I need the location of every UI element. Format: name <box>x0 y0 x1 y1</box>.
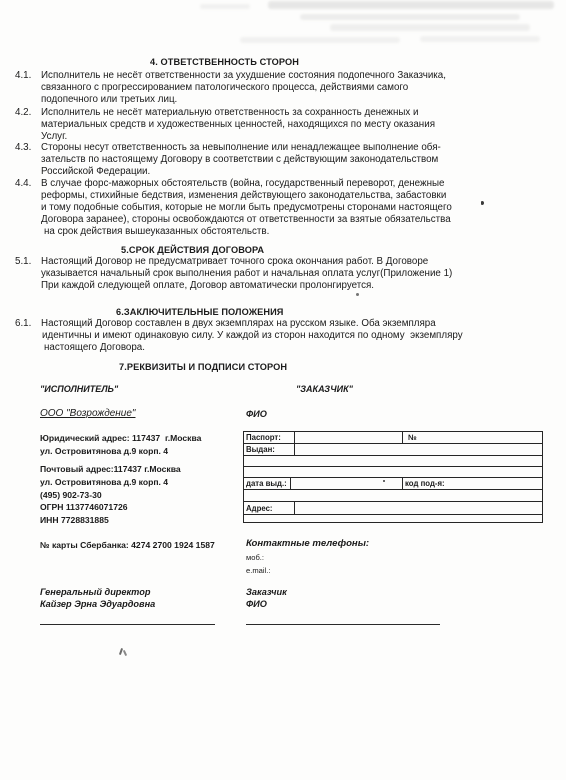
executor-signer-name: Кайзер Эрна Эдуардовна <box>40 599 156 609</box>
scan-bleed <box>240 37 400 43</box>
executor-inn: ИНН 7728831885 <box>40 515 109 525</box>
executor-signature-line <box>40 624 215 625</box>
clause-text-line: связанного с прогрессированием патологического процесса, действиями самого <box>41 82 409 94</box>
clause-number: 4.4. <box>15 177 32 189</box>
executor-postal-address-line: Почтовый адрес:117437 г.Москва <box>40 464 181 474</box>
passport-label: Паспорт: <box>244 432 295 443</box>
customer-name-label: ФИО <box>246 409 267 419</box>
clause-number: 4.2. <box>15 107 32 118</box>
clause-text-line: Стороны несут ответственность за невыполнение или ненадлежащее выполнение обя- <box>41 142 441 153</box>
customer-signature-line <box>246 624 440 625</box>
scan-bleed <box>200 4 250 9</box>
blank-field <box>244 490 542 501</box>
clause-text-line: подопечного или третьих лиц. <box>41 94 178 106</box>
clause-text-line: реформы, стихийные бедствия, изменения действующего законодательства, забастовки <box>41 189 447 201</box>
passport-number-label: № <box>408 433 417 442</box>
address-label: Адрес: <box>244 502 295 514</box>
executor-signer-position: Генеральный директор <box>40 587 151 597</box>
form-row-blank <box>244 490 542 502</box>
passport-series-field <box>295 432 403 443</box>
customer-signer-position: Заказчик <box>246 587 287 597</box>
clause-text-line: зательств по настоящему Договору в соответствии с действующим законодательством <box>41 154 439 166</box>
form-row-issue-date <box>244 478 542 490</box>
clause-text-line: Договора заранее), стороны освобождаются от ответственности за взятые обязательства <box>41 214 451 226</box>
executor-ogrn: ОГРН 1137746071726 <box>40 502 128 512</box>
section-heading-term: 5.СРОК ДЕЙСТВИЯ ДОГОВОРА <box>121 245 265 255</box>
clause-text-line: настоящего Договора. <box>44 342 145 354</box>
executor-company: ООО "Возрождение" <box>40 408 136 419</box>
section-heading-liability: 4. ОТВЕТСТВЕННОСТЬ СТОРОН <box>150 57 299 67</box>
issued-by-label: Выдан: <box>244 444 295 455</box>
scan-speck <box>123 650 127 656</box>
scan-bleed <box>420 36 540 42</box>
clause-text-line: Исполнитель не несёт ответственности за ухудшение состояния подопечного Заказчика, <box>41 70 446 81</box>
clause-number: 5.1. <box>15 256 32 267</box>
clause-text-line: указывается начальный срок выполнения работ и начальная оплата услуг(Приложение 1) <box>41 268 453 280</box>
clause-4-4 <box>15 178 545 239</box>
clause-number: 6.1. <box>15 318 32 329</box>
customer-email-label: e.mail.: <box>246 566 271 575</box>
customer-mobile-label: моб.: <box>246 553 265 562</box>
clause-5-1 <box>15 256 545 293</box>
address-field <box>295 502 542 514</box>
clause-4-1 <box>15 70 545 107</box>
blank-field <box>244 456 542 466</box>
form-row-issued-by <box>244 444 542 456</box>
issue-date-field <box>291 478 403 489</box>
form-row-passport <box>244 432 542 444</box>
section-heading-final: 6.ЗАКЛЮЧИТЕЛЬНЫЕ ПОЛОЖЕНИЯ <box>116 307 284 317</box>
scan-speck <box>356 293 359 296</box>
blank-field <box>244 467 542 477</box>
clause-text-line: Настоящий Договор составлен в двух экземплярах на русском языке. Оба экземпляра <box>41 318 436 329</box>
clause-4-2 <box>15 107 545 144</box>
form-row-blank <box>244 515 542 522</box>
scan-bleed <box>330 24 530 31</box>
clause-text-line: на срок действия вышеуказанных обстоятельств. <box>44 226 270 238</box>
issued-by-field <box>295 444 542 455</box>
form-row-blank <box>244 456 542 467</box>
scan-speck <box>383 480 385 482</box>
executor-legal-address-line: Юридический адрес: 117437 г.Москва <box>40 433 202 443</box>
blank-field <box>244 515 542 522</box>
clause-text-line: Российской Федерации. <box>41 166 151 178</box>
clause-text-line: При каждой следующей оплате, Договор автоматически пролонгируется. <box>41 280 375 292</box>
clause-number: 4.3. <box>15 142 32 153</box>
division-code-label: код под-я: <box>405 479 445 488</box>
clause-text-line: Настоящий Договор не предусматривает точного срока окончания работ. В Договоре <box>41 256 429 267</box>
clause-text-line: материальных средств и художественных ценностей, находящихся по месту оказания <box>41 119 435 131</box>
executor-bank-card: № карты Сбербанка: 4274 2700 1924 1587 <box>40 540 215 550</box>
clause-4-3 <box>15 142 545 179</box>
issue-date-label: дата выд.: <box>244 478 291 489</box>
clause-6-1 <box>15 318 545 355</box>
clause-text-line: В случае форс-мажорных обстоятельств (война, государственный переворот, денежные <box>41 177 445 189</box>
clause-text-line: Услуг. <box>41 131 68 143</box>
executor-title: "ИСПОЛНИТЕЛЬ" <box>40 384 119 394</box>
customer-signer-name: ФИО <box>246 599 267 609</box>
customer-passport-form <box>243 431 543 523</box>
clause-number: 4.1. <box>15 70 32 81</box>
executor-phone: (495) 902-73-30 <box>40 490 102 500</box>
clause-text-line: Исполнитель не несёт материальную ответственность за сохранность денежных и <box>41 107 419 118</box>
customer-title: "ЗАКАЗЧИК" <box>296 384 353 394</box>
form-row-address <box>244 502 542 515</box>
scan-bleed <box>268 1 554 9</box>
section-heading-requisites: 7.РЕКВИЗИТЫ И ПОДПИСИ СТОРОН <box>119 362 288 372</box>
executor-legal-address-line: ул. Островитянова д.9 корп. 4 <box>40 446 169 456</box>
clause-text-line: и тому подобные события, которые не могли быть предусмотрены сторонами настоящего <box>41 201 452 213</box>
executor-postal-address-line: ул. Островитянова д.9 корп. 4 <box>40 477 169 487</box>
form-row-blank <box>244 467 542 478</box>
scan-bleed <box>300 14 520 20</box>
customer-contacts-heading: Контактные телефоны: <box>246 538 370 549</box>
clause-text-line: идентичны и имеют одинаковую силу. У каждой из сторон находится по одному экземпляру <box>42 330 463 342</box>
